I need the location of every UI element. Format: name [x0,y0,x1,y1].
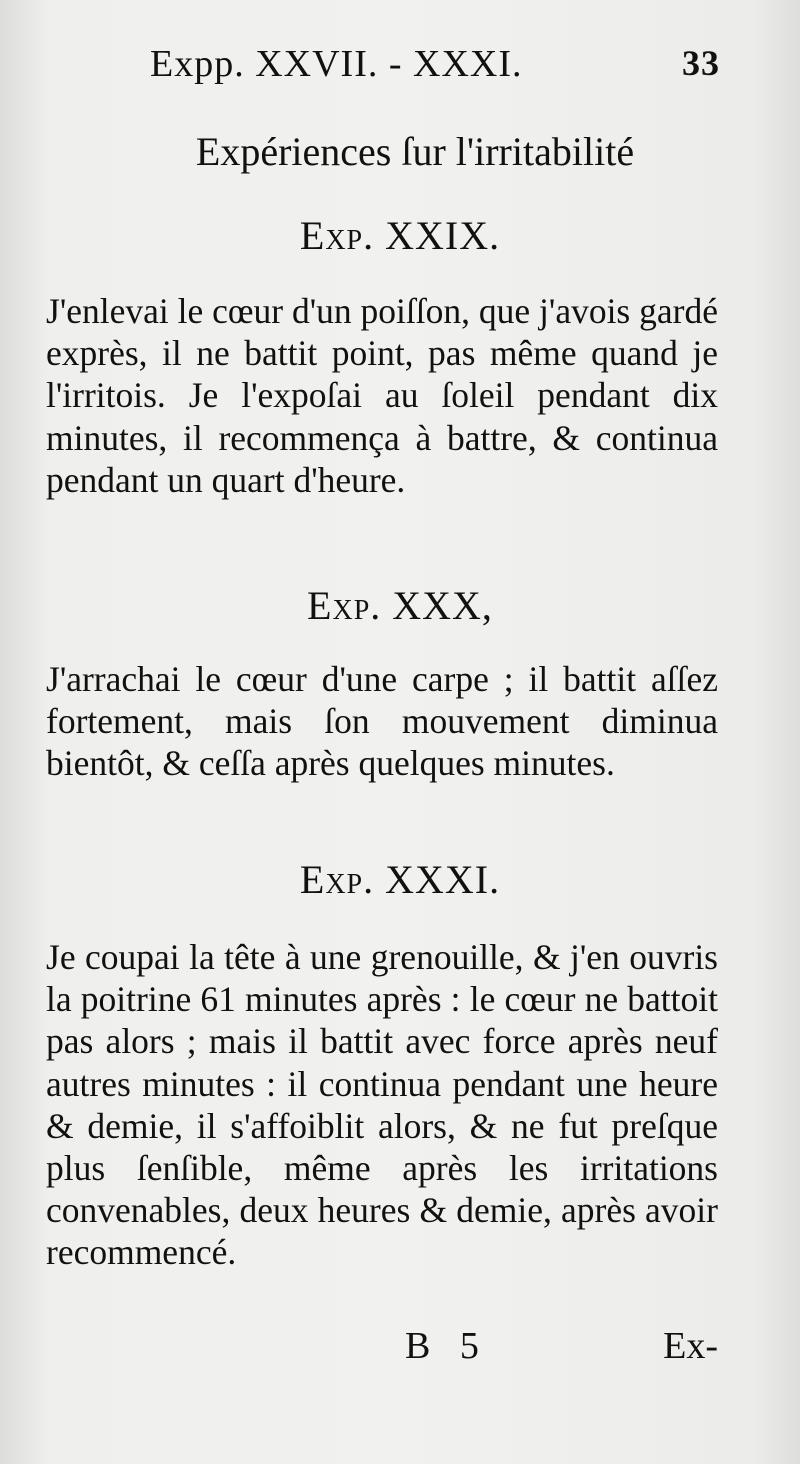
experiment-heading-xxxi: Exp. XXXI. [299,857,501,902]
page-number: 33 [682,43,720,83]
experiment-heading-xxx: Exp. XXX, [307,583,493,628]
signature-mark: B 5 [405,1325,489,1367]
experiment-text-xxxi: Je coupai la tête à une grenouille, & j'en ouvris la poitrine 61 minutes après : le cœur ne battoit pas alors ; mais il battit avec force après neuf autres minutes : il continua pendant une heure & demie, il s'affoiblit alors, & ne fut preſque plus ſenſible, même après les irritations convenables, deux heures & demie, après avoir recommencé. [46,937,718,1273]
section-title: Expériences ſur l'irritabilité [195,129,635,174]
catchword: Ex- [663,1325,718,1367]
page-footer [0,1324,800,1374]
experiment-text-xxix: J'enlevai le cœur d'un poiſſon, que j'avois gardé exprès, il ne battit point, pas même quand je l'irritois. Je l'expoſai au ſoleil pendant dix minutes, il recommença à battre, & continua pendant un quart d'heure. [46,291,718,500]
running-head: Expp. XXVII. - XXXI. [150,43,523,85]
experiment-text-xxx: J'arrachai le cœur d'une carpe ; il battit aſſez fortement, mais ſon mouvement diminua bientôt, & ceſſa après quelques minutes. [46,659,718,784]
experiment-heading-xxix: Exp. XXIX. [299,213,501,258]
